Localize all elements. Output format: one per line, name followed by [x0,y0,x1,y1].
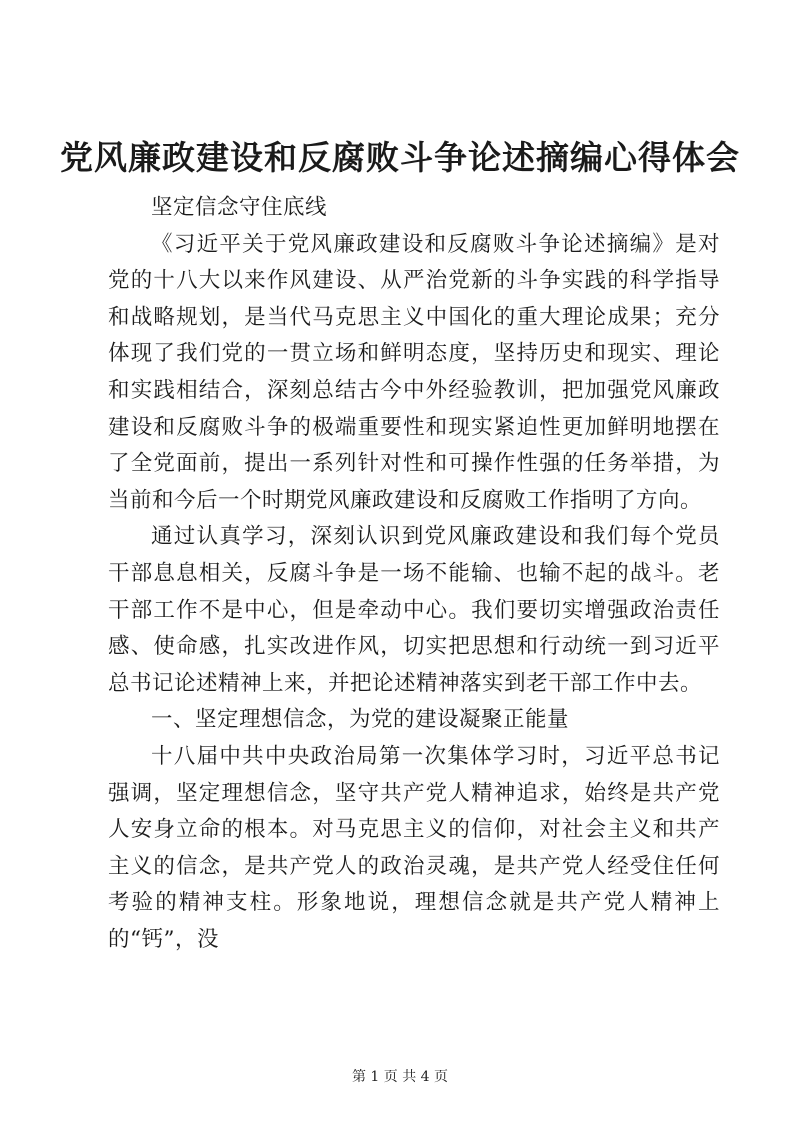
section-heading: 一、坚定理想信念，为党的建设凝聚正能量 [151,707,570,733]
body-paragraph: 《习近平关于党风廉政建设和反腐败斗争论述摘编》是对党的十八大以来作风建设、从严治党新的斗争实践的科学指导和战略规划，是当代马克思主义中国化的重大理论成果；充分体现了我们党的一贯立场和鲜明态度，坚持历史和现实、理论和实践相结合，深刻总结古今中外经验教训，把加强党风廉政建设和反腐败斗争的极端重要性和现实紧迫性更加鲜明地摆在了全党面前，提出一系列针对性和可操作性强的任务举措，为当前和今后一个时期党风廉政建设和反腐败工作指明了方向。 [108,231,720,513]
document-body [108,190,720,958]
section-heading: 坚定信念守住底线 [151,195,328,220]
document-title: 党风廉政建设和反腐败斗争论述摘编心得体会 [60,138,740,177]
page-number: 第 1 页 共 4 页 [351,1069,449,1085]
body-paragraph: 十八届中共中央政治局第一次集体学习时，习近平总书记强调，坚定理想信念，坚守共产党人精神追求，始终是共产党人安身立命的根本。对马克思主义的信仰，对社会主义和共产主义的信念，是共产党人的政治灵魂，是共产党人经受住任何考验的精神支柱。形象地说，理想信念就是共产党人精神上的“钙”，没 [108,743,720,952]
body-paragraph: 通过认真学习，深刻认识到党风廉政建设和我们每个党员干部息息相关，反腐斗争是一场不能输、也输不起的战斗。老干部工作不是中心，但是牵动中心。我们要切实增强政治责任感、使命感，扎实改进作风，切实把思想和行动统一到习近平总书记论述精神上来，并把论述精神落实到老干部工作中去。 [108,524,720,696]
